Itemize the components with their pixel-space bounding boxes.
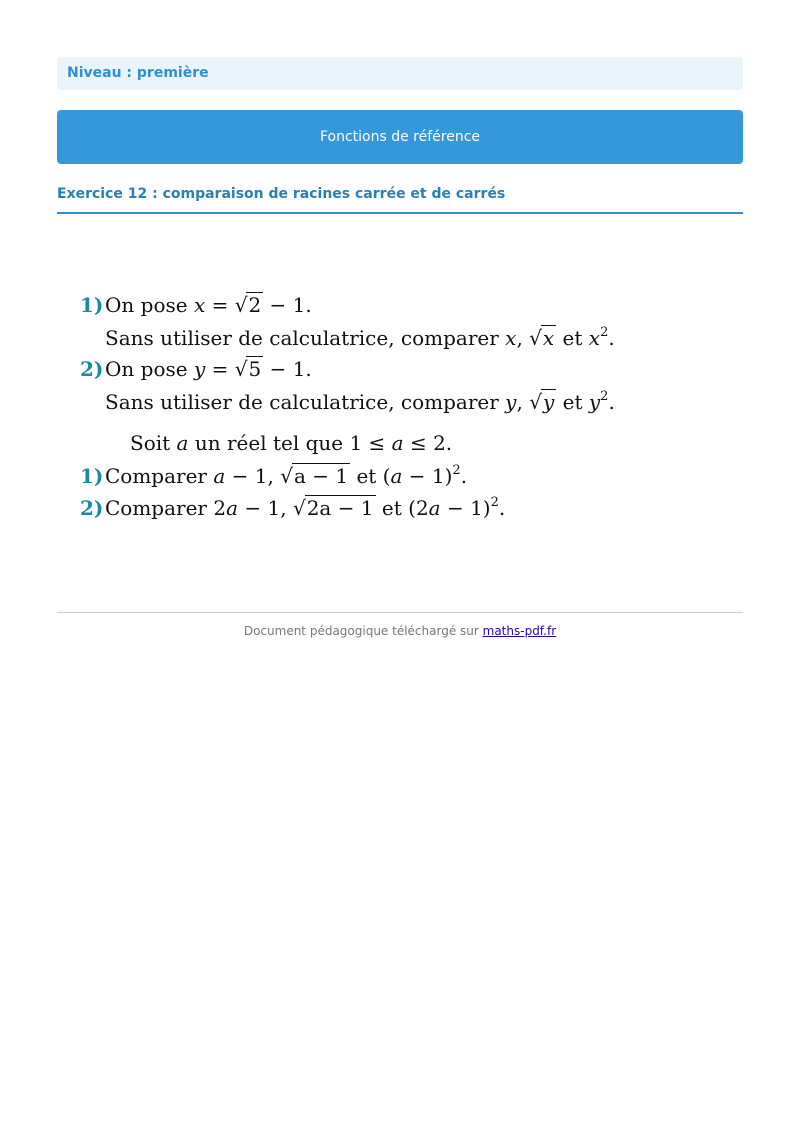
part2-question1 bbox=[80, 464, 467, 488]
text: − 1) bbox=[440, 496, 491, 520]
variable: a bbox=[428, 496, 441, 520]
variable: y bbox=[588, 390, 601, 414]
text: = bbox=[205, 357, 235, 381]
text: . bbox=[608, 326, 615, 350]
radicand: 2 bbox=[248, 293, 262, 317]
text: . bbox=[608, 390, 615, 414]
text: Sans utiliser de calculatrice, comparer bbox=[105, 390, 506, 414]
text: Sans utiliser de calculatrice, comparer bbox=[105, 326, 506, 350]
source-link[interactable]: maths-pdf.fr bbox=[482, 624, 557, 638]
text: Comparer bbox=[105, 464, 214, 488]
text: Comparer 2 bbox=[105, 496, 227, 520]
text: On pose bbox=[105, 293, 194, 317]
sqrt-expression: √5 bbox=[234, 357, 262, 381]
footer bbox=[57, 624, 743, 638]
text: et ( bbox=[350, 464, 391, 488]
text: − 1) bbox=[402, 464, 453, 488]
part1-question1-line2 bbox=[80, 326, 615, 350]
variable: x bbox=[505, 326, 517, 350]
footer-text: Document pédagogique téléchargé sur bbox=[243, 624, 483, 638]
title-divider bbox=[57, 212, 743, 214]
text: , bbox=[516, 326, 530, 350]
text: Soit bbox=[130, 431, 177, 455]
text: et (2 bbox=[375, 496, 429, 520]
footer-divider bbox=[57, 612, 743, 613]
text: On pose bbox=[105, 357, 194, 381]
part1-question1 bbox=[80, 293, 312, 317]
text: et bbox=[556, 326, 589, 350]
variable: x bbox=[193, 293, 206, 317]
variable: a bbox=[391, 431, 404, 455]
radicand: 2a − 1 bbox=[306, 496, 374, 520]
part1-question2 bbox=[80, 357, 312, 381]
question-number: 2) bbox=[80, 496, 104, 520]
text: . bbox=[460, 464, 468, 488]
text: ≤ 2. bbox=[403, 431, 453, 455]
text: − 1. bbox=[263, 293, 312, 317]
exponent: 2 bbox=[600, 325, 609, 340]
variable: y bbox=[505, 390, 517, 414]
radicand: 5 bbox=[248, 357, 262, 381]
sqrt-expression: √2a − 1 bbox=[292, 496, 374, 520]
part1-question2-line2 bbox=[80, 390, 615, 414]
variable: a bbox=[390, 464, 403, 488]
question-number: 1) bbox=[80, 293, 104, 317]
text: − 1. bbox=[263, 357, 312, 381]
radicand: a − 1 bbox=[293, 464, 349, 488]
part2-intro bbox=[80, 431, 452, 455]
variable: a bbox=[176, 431, 189, 455]
radicand: x bbox=[542, 326, 555, 350]
variable: a bbox=[226, 496, 239, 520]
exponent: 2 bbox=[600, 389, 609, 404]
sqrt-expression: √2 bbox=[234, 293, 262, 317]
text: = bbox=[205, 293, 235, 317]
variable: x bbox=[588, 326, 601, 350]
text: , bbox=[516, 390, 530, 414]
exercise-title: Exercice 12 : comparaison de racines carrée et de carrés bbox=[57, 186, 506, 202]
text: un réel tel que 1 ≤ bbox=[188, 431, 392, 455]
sqrt-expression: √a − 1 bbox=[280, 464, 349, 488]
exponent: 2 bbox=[452, 463, 461, 478]
level-label: Niveau : première bbox=[57, 57, 743, 90]
sqrt-expression: √y bbox=[529, 390, 555, 414]
chapter-banner: Fonctions de référence bbox=[57, 110, 743, 164]
text: et bbox=[556, 390, 589, 414]
radicand: y bbox=[542, 390, 555, 414]
variable: y bbox=[193, 357, 206, 381]
variable: a bbox=[213, 464, 226, 488]
exponent: 2 bbox=[490, 495, 499, 510]
part2-question2 bbox=[80, 496, 505, 520]
question-number: 1) bbox=[80, 464, 104, 488]
sqrt-expression: √x bbox=[529, 326, 555, 350]
text: . bbox=[498, 496, 506, 520]
text: − 1, bbox=[225, 464, 281, 488]
text: − 1, bbox=[238, 496, 293, 520]
question-number: 2) bbox=[80, 357, 104, 381]
